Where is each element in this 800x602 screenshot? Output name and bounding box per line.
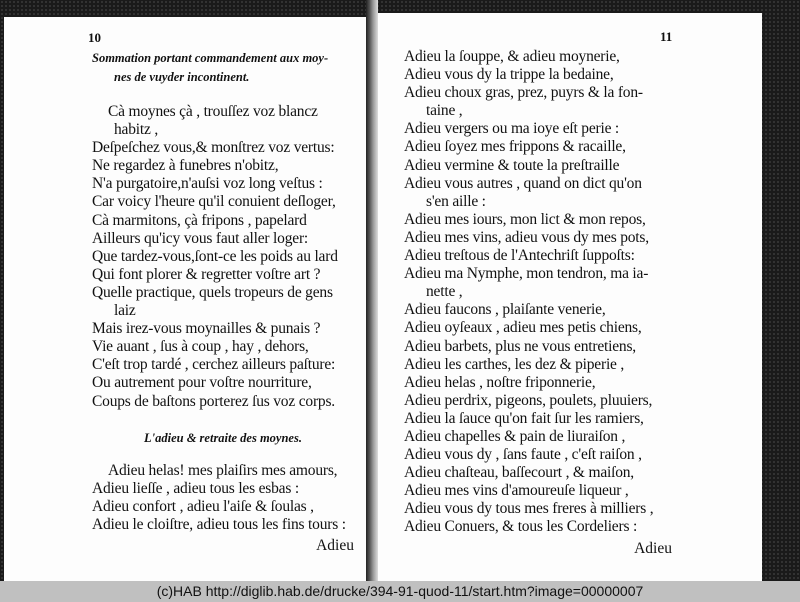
heading-line: Sommation portant commandement aux moy- — [92, 51, 329, 65]
verse-line: Adieu chapelles & pain de liuraiſon , — [404, 427, 626, 445]
verse-line: Adieu helas , noſtre friponnerie, — [404, 373, 596, 391]
verse-line: Car voicy l'heure qu'il conuient deſloger, — [92, 193, 336, 211]
catchword: Adieu — [634, 539, 672, 557]
verse-line: Adieu les carthes, les dez & piperie , — [404, 355, 625, 373]
section-heading: L'adieu & retraite des moynes. — [144, 430, 302, 445]
verse-line: Adieu mes vins d'amoureuſe liqueur , — [404, 482, 629, 500]
verse-line: Qui font plorer & regretter voſtre art ? — [92, 265, 321, 283]
verse-line: Coups de baſtons porterez ſus voz corps. — [92, 392, 335, 410]
verse-line: Adieu choux gras, prez, puyrs & la fon- — [404, 84, 643, 102]
verse-line: Adieu barbets, plus ne vous entretiens, — [404, 337, 636, 355]
verse-line: Adieu vous autres , quand on dict qu'on — [404, 174, 642, 192]
verse-line: habitz , — [114, 121, 159, 139]
right-page — [378, 13, 762, 581]
verse-line: Adieu vous dy , ſans faute , c'eſt raiſon , — [404, 446, 642, 464]
verse-line: Adieu oyſeaux , adieu mes petis chiens, — [404, 319, 642, 337]
verse-line: Cà moynes çà , trouſſez voz blancz — [108, 103, 318, 120]
verse-line: Ne regardez à funebres n'obitz, — [92, 157, 279, 175]
verse-line: Adieu vermine & toute la preſtraille — [404, 156, 620, 174]
verse-line: Adieu vous dy tous mes freres à milliers , — [404, 500, 654, 518]
verse-line: Adieu ma Nymphe, mon tendron, ma ia- — [404, 265, 649, 283]
book-gutter — [366, 0, 378, 581]
verse-line: laiz — [114, 302, 136, 320]
verse-line: C'eſt trop tardé , cerchez ailleurs paſture: — [92, 356, 336, 374]
page-number: 11 — [660, 29, 673, 44]
verse-line: Adieu lieſſe , adieu tous les esbas : — [92, 479, 299, 497]
left-page — [4, 17, 366, 581]
verse-line: Deſpeſchez vous,& monſtrez voz vertus: — [92, 139, 335, 157]
verse-line: Adieu mes vins, adieu vous dy mes pots, — [404, 228, 649, 246]
verse-line: s'en aille : — [426, 192, 486, 210]
right-page-text — [404, 48, 672, 559]
verse-line: Adieu chaſteau, baſſecourt , & maiſon, — [404, 464, 634, 482]
poem — [92, 462, 354, 534]
section-heading — [92, 49, 354, 87]
verse-line: Adieu vergers ou ma ioye eſt perie : — [404, 120, 620, 138]
verse-line: Adieu faucons , plaiſante venerie, — [404, 301, 606, 319]
verse-line: Adieu Conuers, & tous les Cordeliers : — [404, 518, 638, 536]
verse-line: Quelle practique, quels tropeurs de gens — [92, 283, 333, 301]
verse-line: Adieu vous dy la trippe la bedaine, — [404, 66, 614, 84]
heading-line: nes de vuyder incontinent. — [114, 70, 250, 84]
verse-line: Adieu la ſauce qu'on fait ſur les ramiers, — [404, 409, 644, 427]
verse-line: taine , — [426, 102, 463, 120]
footer-bar — [0, 581, 800, 602]
poem — [92, 103, 354, 411]
verse-line: Ailleurs qu'icy vous faut aller loger: — [92, 229, 309, 247]
verse-line: Adieu la ſouppe, & adieu moynerie, — [404, 48, 620, 65]
verse-line: Adieu helas! mes plaiſirs mes amours, — [108, 461, 338, 479]
verse-line: N'a purgatoire,n'auſsi voz long veſtus : — [92, 175, 323, 193]
catchword: Adieu — [316, 536, 354, 554]
verse-line: Adieu le cloiſtre, adieu tous les fins tours : — [92, 515, 346, 533]
verse-line: Adieu ſoyez mes frippons & racaille, — [404, 138, 626, 156]
verse-line: Ou autrement pour voſtre nourriture, — [92, 374, 312, 392]
verse-line: Mais irez-vous moynailles & punais ? — [92, 320, 321, 338]
verse-line: Vie auant , ſus à coup , hay , dehors, — [92, 338, 309, 356]
copyright-url: (c)HAB http://diglib.hab.de/drucke/394-91-quod-11/start.htm?image=00000007 — [156, 583, 644, 599]
poem — [404, 48, 672, 537]
verse-line: Adieu mes iours, mon lict & mon repos, — [404, 210, 646, 228]
verse-line: Adieu confort , adieu l'aiſe & ſoulas , — [92, 497, 314, 515]
page-number: 10 — [88, 30, 101, 45]
left-page-text — [92, 49, 354, 556]
verse-line: Adieu perdrix, pigeons, poulets, pluuiers, — [404, 391, 653, 409]
verse-line: Cà marmitons, çà fripons , papelard — [92, 211, 307, 229]
verse-line: Adieu treſtous de l'Antechriſt ſuppoſts: — [404, 247, 635, 265]
verse-line: Que tardez-vous,ſont-ce les poids au lard — [92, 247, 338, 265]
verse-line: nette , — [426, 283, 463, 301]
